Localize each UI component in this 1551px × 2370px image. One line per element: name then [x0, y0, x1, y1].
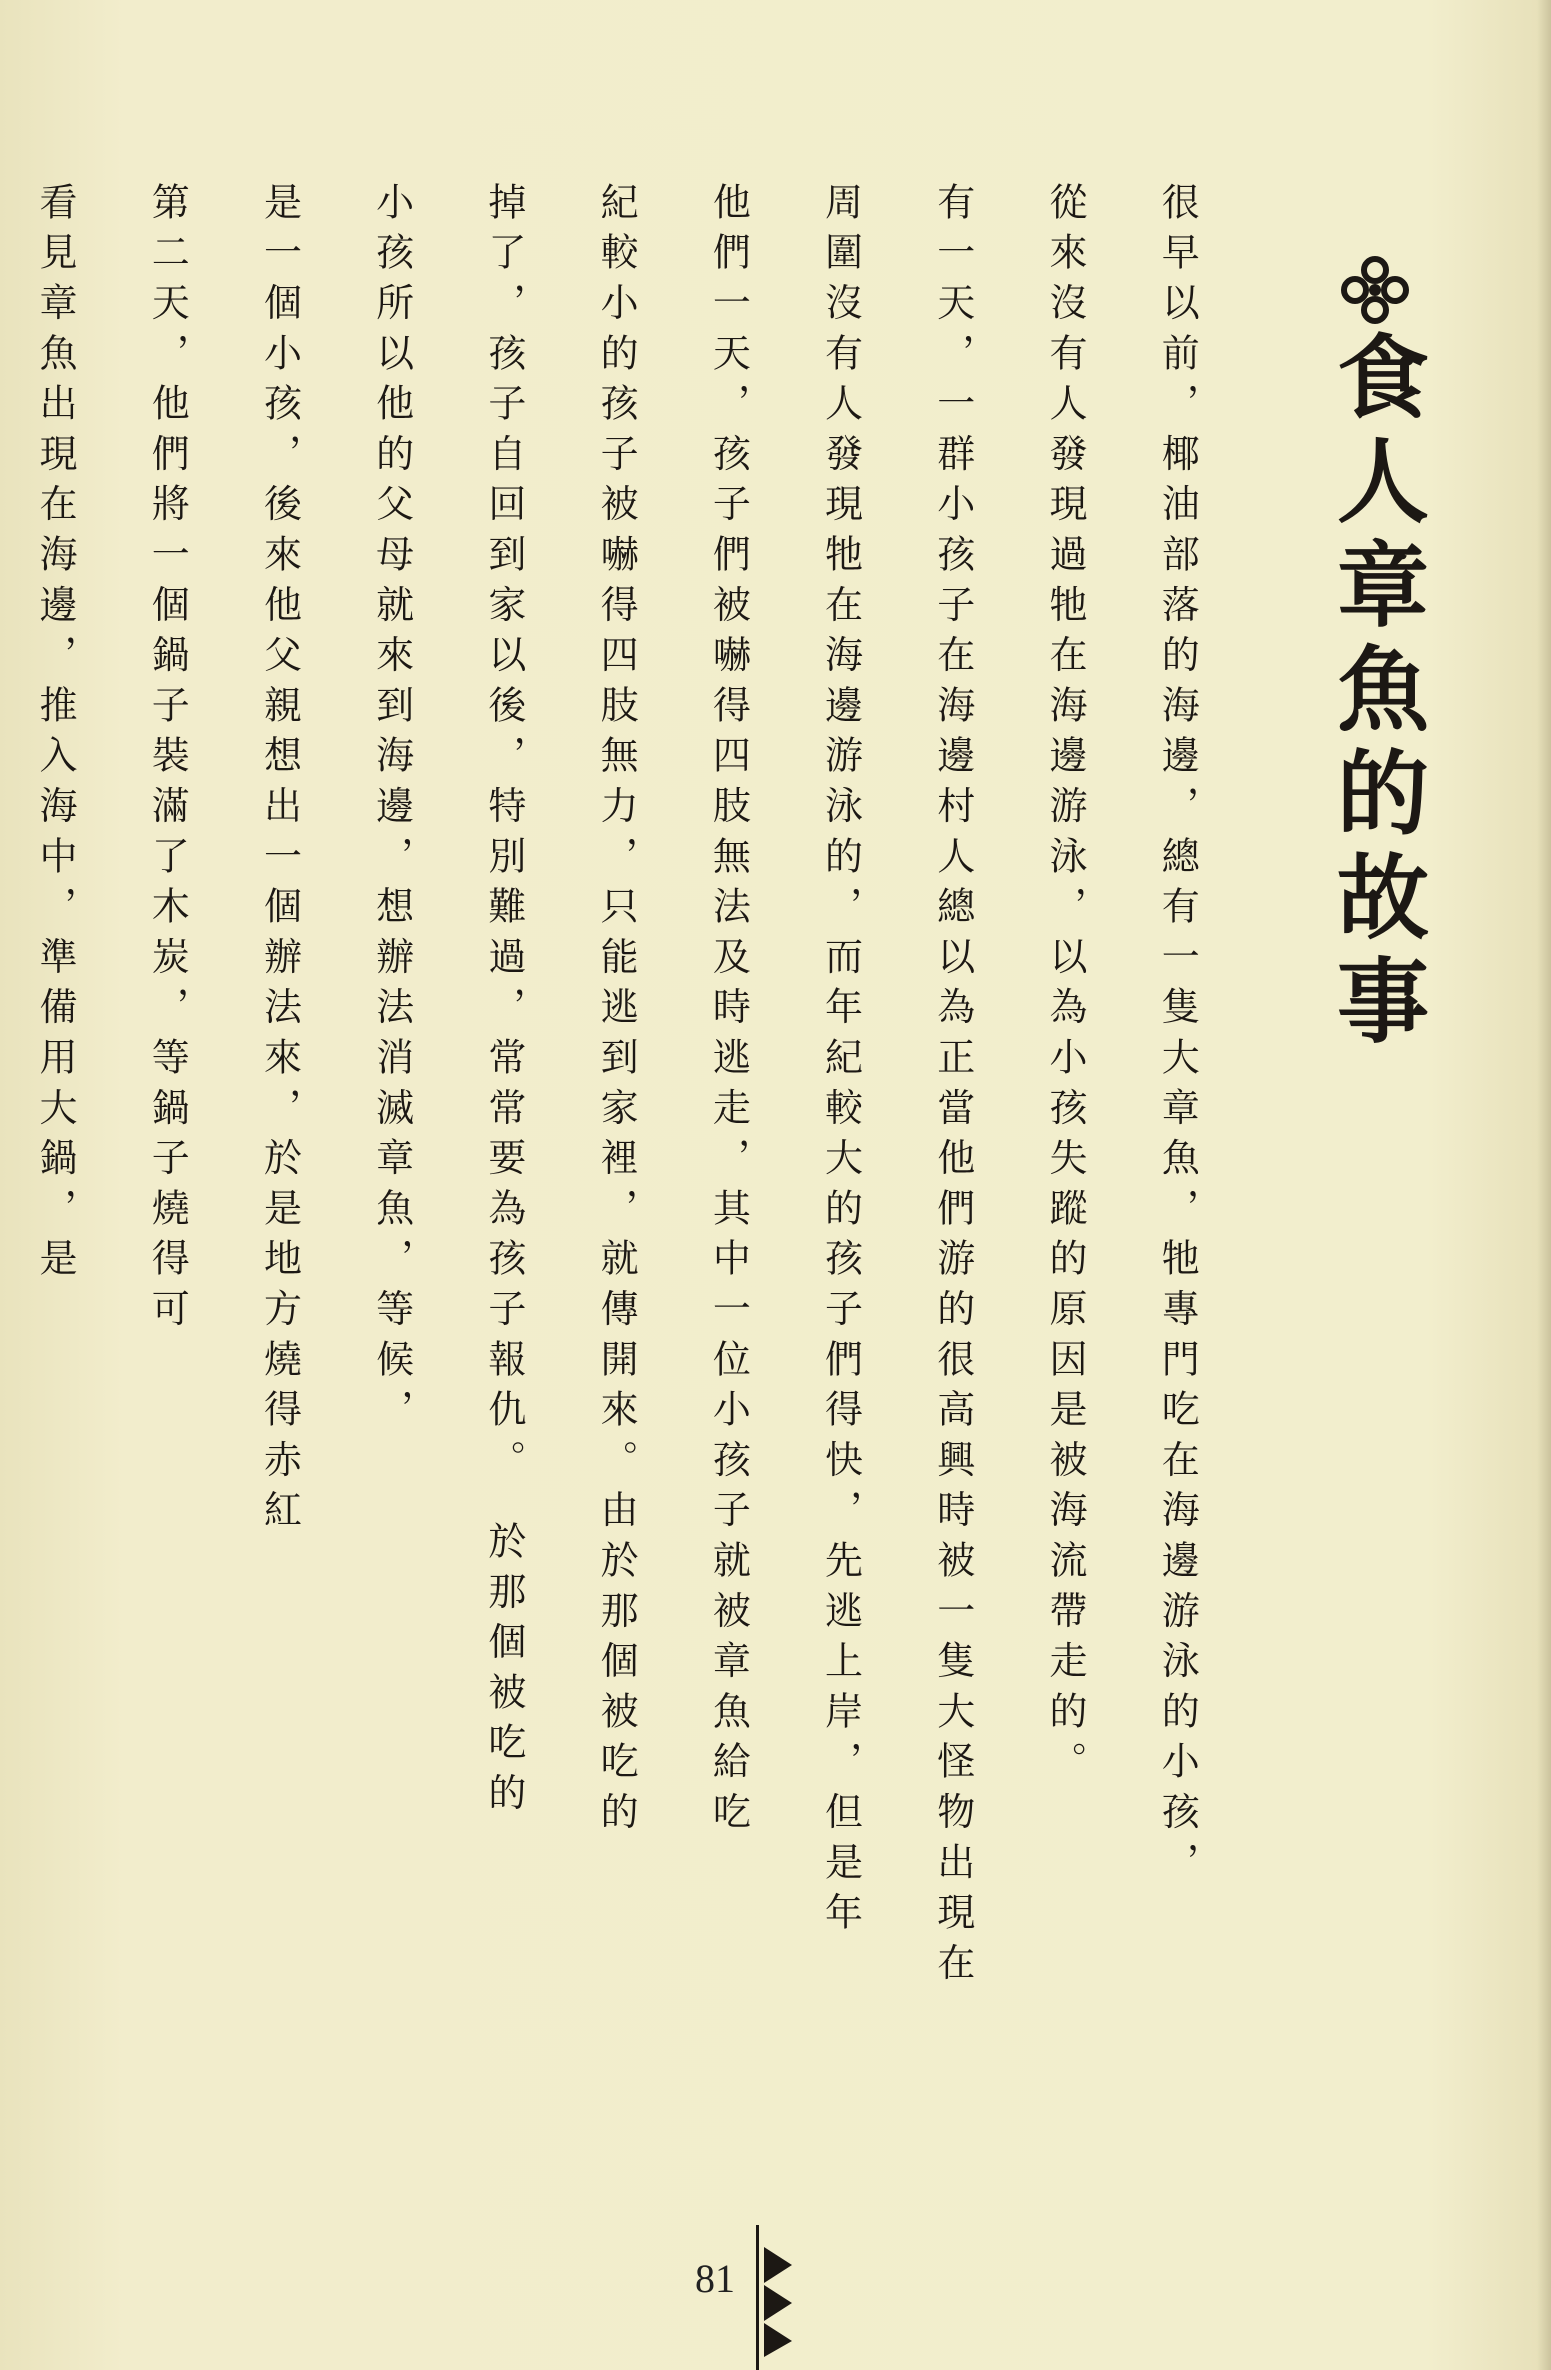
- text-column: 很早以前，椰油部落的海邊，總有一隻大章魚，牠專門吃在海邊游泳的小孩，: [1155, 182, 1200, 1893]
- chapter-title: 食人章魚的故事: [1322, 329, 1429, 1057]
- text-column: 小孩所以他的父母就來到海邊，想辦法消滅章魚，等候，: [369, 182, 414, 1471]
- text-column: 第二天，他們將一個鍋子裝滿了木炭，等鍋子燒得可: [145, 182, 190, 1339]
- text-column: 掉了，孩子自回到家以後，特別難過，常常要為孩子報仇。 於那個被吃的: [481, 182, 526, 1823]
- page-number: 81: [695, 2256, 735, 2301]
- flower-ornament-icon: [1340, 255, 1410, 325]
- chapter-title-block: [1320, 255, 1430, 1057]
- body-text: [33, 182, 1270, 2102]
- text-column: 是一個小孩，後來他父親想出一個辦法來，於是地方燒得赤紅: [257, 182, 302, 1541]
- text-column: 從來沒有人發現過牠在海邊游泳，以為小孩失蹤的原因是被海流帶走的。: [1042, 182, 1087, 1792]
- page-edge-shadow: [1537, 0, 1551, 2370]
- text-column: 有一天，一群小孩子在海邊村人總以為正當他們游的很高興時被一隻大怪物出現在: [930, 182, 975, 1993]
- footer-rule: [756, 2225, 759, 2370]
- arrow-marks-icon: [764, 2247, 824, 2357]
- text-column: 紀較小的孩子被嚇得四肢無力，只能逃到家裡，就傳開來。由於那個被吃的: [594, 182, 639, 1842]
- text-column: 他們一天，孩子們被嚇得四肢無法及時逃走，其中一位小孩子就被章魚給吃: [706, 182, 751, 1842]
- text-column: 周圍沒有人發現牠在海邊游泳的，而年紀較大的孩子們得快，先逃上岸，但是年: [818, 182, 863, 1943]
- text-column: 看見章魚出現在海邊，推入海中，準備用大鍋，是: [33, 182, 77, 1289]
- page-footer: [680, 2225, 860, 2370]
